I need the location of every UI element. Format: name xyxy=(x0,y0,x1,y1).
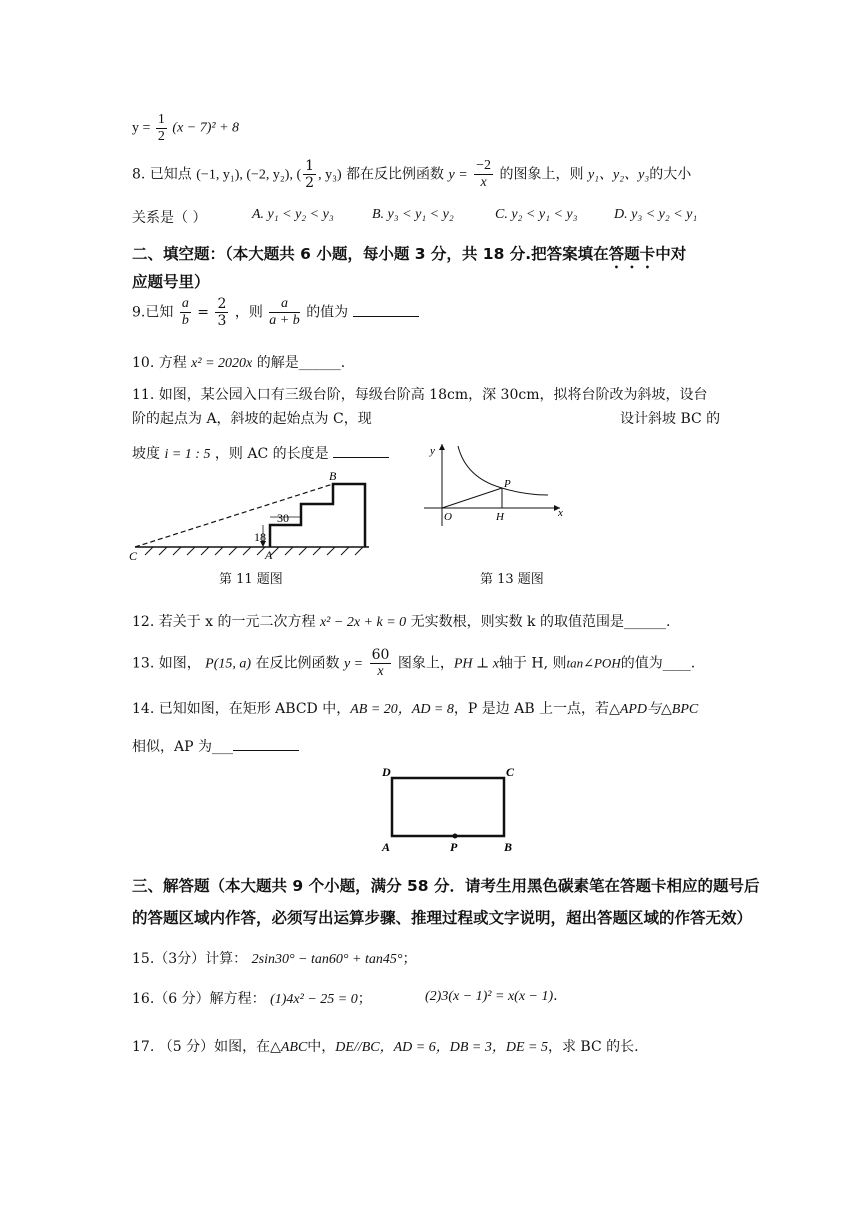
q8-func-fraction xyxy=(474,158,493,191)
figure-14-rectangle xyxy=(376,762,522,856)
question-16 xyxy=(132,988,372,1008)
question-9 xyxy=(132,296,419,329)
question-17 xyxy=(132,1036,639,1056)
label-C: C xyxy=(129,549,138,563)
top-formula xyxy=(132,112,239,145)
q16-equation-1: (1)4x² − 25 = 0 xyxy=(270,992,358,1007)
label-O: O xyxy=(444,511,452,523)
q9-suffix: 的值为 xyxy=(306,304,349,321)
q8-func-den: x xyxy=(480,175,487,190)
question-12 xyxy=(132,611,670,631)
figure-11-stairs xyxy=(125,462,385,564)
label-P: P xyxy=(504,478,511,490)
question-13 xyxy=(132,647,695,680)
q9-mid: ，则 xyxy=(234,304,263,321)
q17-mid: 中， xyxy=(307,1039,336,1055)
q9-prefix: 9.已知 xyxy=(132,304,174,321)
slope-line xyxy=(135,484,333,547)
q13-tan: tan∠POH xyxy=(566,655,621,671)
label-C: C xyxy=(506,765,515,779)
q9-f3-den: a + b xyxy=(269,313,300,328)
question-14-line2 xyxy=(132,736,299,756)
q14-line1a: 14. 已知如图，在矩形 ABCD 中， xyxy=(132,701,351,717)
label-30: 30 xyxy=(277,511,289,525)
q8-vars: y₁、y₂、y₃ xyxy=(587,167,650,183)
question-11-line2a: 阶的起点为 A，斜坡的起始点为 C，现 xyxy=(132,411,372,427)
q11-answer-blank xyxy=(333,445,389,458)
q8-half-num: 1 xyxy=(305,158,315,174)
q17-triangle: △ABC xyxy=(270,1040,308,1055)
question-10 xyxy=(132,352,345,372)
point-P xyxy=(453,834,458,839)
figure-13-caption: 第 13 题图 xyxy=(480,572,544,587)
q13-mid3: 轴于 H, 则 xyxy=(498,655,567,672)
label-B: B xyxy=(504,840,513,854)
label-A: A xyxy=(382,840,391,854)
q12-text-b: 无实数根，则实数 k 的取值范围是______. xyxy=(410,614,671,630)
q10-prefix: 10. 方程 xyxy=(132,355,187,371)
q13-prefix: 13. 如图， xyxy=(132,655,201,672)
formula-fraction xyxy=(156,112,167,145)
y-axis-arrow-icon xyxy=(439,444,445,450)
q15-expression: 2sin30° − tan60° + tan45° xyxy=(251,952,403,967)
q8-func-num: −2 xyxy=(476,158,492,173)
q9-f1-den: b xyxy=(181,313,189,328)
q14-line1b: ，P 是边 AB 上一点，若 xyxy=(453,701,610,717)
label-18: 18 xyxy=(254,530,266,544)
question-11-line2b: 设计斜坡 BC 的 xyxy=(620,411,721,427)
label-D: D xyxy=(382,765,391,779)
section-2-heading-line2: 应题号里） xyxy=(132,273,210,291)
q16-prefix: 16.（6 分）解方程： xyxy=(132,991,266,1007)
label-H: H xyxy=(496,511,504,523)
q9-f1-num: a xyxy=(181,296,189,311)
q13-suffix: 的值为____. xyxy=(620,655,696,672)
q16-separator: ； xyxy=(357,991,372,1007)
q15-prefix: 15.（3分）计算： xyxy=(132,951,248,967)
section-2-heading xyxy=(132,242,686,272)
label-B: B xyxy=(329,469,337,483)
question-14-line1 xyxy=(132,698,698,718)
q14-triangles: △APD与△BPC xyxy=(609,702,699,717)
section2-line1b: 中对 xyxy=(655,245,687,263)
q8-points-end: , y₃) xyxy=(318,167,342,183)
q14-line2: 相似，AP 为___ xyxy=(132,739,233,755)
q13-mid2: 图象上， xyxy=(397,655,454,672)
q8-option-a: A. y₁ < y₂ < y₃ xyxy=(252,207,334,222)
section2-dotted: 答题卡 xyxy=(608,245,656,263)
question-15 xyxy=(132,948,416,968)
q8-half-den: 2 xyxy=(305,175,315,191)
q11-line3b: ，则 AC 的长度是 xyxy=(214,446,329,462)
hyperbola-curve xyxy=(458,446,548,495)
q13-lhs: y = xyxy=(343,656,364,672)
label-x: x xyxy=(558,507,563,519)
q13-perp: PH ⊥ x xyxy=(453,656,499,672)
q15-suffix: ； xyxy=(402,951,417,967)
label-y: y xyxy=(430,445,435,457)
segment-OP xyxy=(442,488,502,508)
figure-13-graph xyxy=(420,440,570,528)
q9-f2-den: 3 xyxy=(217,313,227,329)
q8-option-b: B. y₃ < y₁ < y₂ xyxy=(372,207,454,222)
q10-equation: x² = 2020x xyxy=(191,356,253,371)
q8-func-lhs: y = xyxy=(448,167,468,183)
q13-den: x xyxy=(377,664,384,679)
question-8-line2 xyxy=(132,207,206,227)
fraction-denominator: 2 xyxy=(157,129,165,144)
q8-option-d: D. y₃ < y₂ < y₁ xyxy=(614,207,698,222)
q12-equation: x² − 2x + k = 0 xyxy=(319,615,407,630)
label-P: P xyxy=(450,840,458,854)
q8-middle: 都在反比例函数 xyxy=(346,166,445,183)
question-16-part2 xyxy=(425,988,558,1005)
section-3-heading-line1: 三、解答题（本大题共 9 个小题，满分 58 分．请考生用黑色碳素笔在答题卡相应的题号后 xyxy=(132,877,760,895)
q13-mid: 在反比例函数 xyxy=(255,655,340,672)
q9-eq: = xyxy=(197,304,209,321)
q13-point: P(15, a) xyxy=(205,656,252,672)
ground-hatching xyxy=(145,547,363,555)
question-8-line1 xyxy=(132,158,691,191)
formula-lhs: y = xyxy=(132,120,151,136)
q14-answer-blank xyxy=(233,738,299,751)
q9-f2-num: 2 xyxy=(217,296,227,312)
q9-answer-blank xyxy=(353,304,419,317)
q10-suffix: 的解是______. xyxy=(256,355,346,371)
q8-points: (−1, y₁), (−2, y₂), ( xyxy=(196,167,302,183)
q11-slope-ratio: i = 1 : 5 xyxy=(164,447,211,462)
section-3-heading-line2: 的答题区域内作答，必须写出运算步骤、推理过程或文字说明，超出答题区域的作答无效） xyxy=(132,909,753,927)
q8-option-c: C. y₂ < y₁ < y₃ xyxy=(495,207,578,222)
question-11-line3 xyxy=(132,443,389,463)
q12-text-a: 12. 若关于 x 的一元二次方程 xyxy=(132,614,316,630)
q14-conditions: AB = 20，AD = 8 xyxy=(350,702,454,717)
q9-fraction-3 xyxy=(269,296,299,329)
q11-line3a: 坡度 xyxy=(132,446,160,462)
q8-suffix2: 的大小 xyxy=(649,166,692,183)
q16-end: . xyxy=(553,988,558,1004)
rectangle-ABCD xyxy=(392,778,504,836)
question-11-line1: 11. 如图，某公园入口有三级台阶，每级台阶高 18cm，深 30cm，拟将台阶改为斜坡，设台 xyxy=(132,387,708,403)
q13-fraction xyxy=(370,647,392,680)
figure-11-caption: 第 11 题图 xyxy=(219,572,283,587)
label-A: A xyxy=(265,548,273,562)
q17-suffix: ，求 BC 的长. xyxy=(547,1039,639,1055)
q16-equation-2: (2)3(x − 1)² = x(x − 1) xyxy=(425,989,554,1004)
q13-num: 60 xyxy=(371,647,390,663)
q17-conditions: DE//BC，AD = 6，DB = 3，DE = 5 xyxy=(335,1040,548,1055)
fraction-numerator: 1 xyxy=(157,112,165,127)
q8-half-fraction xyxy=(303,158,316,191)
q9-fraction-1 xyxy=(180,296,191,329)
q17-prefix: 17. （5 分）如图，在 xyxy=(132,1039,271,1055)
formula-rest: (x − 7)² + 8 xyxy=(172,120,240,136)
q8-line2: 关系是（ ） xyxy=(132,210,207,226)
q9-fraction-2 xyxy=(215,296,228,329)
section2-line1a: 二、填空题：（本大题共 6 小题，每小题 3 分，共 18 分.把答案填在 xyxy=(132,245,609,263)
q8-prefix: 8. 已知点 xyxy=(132,166,192,183)
q9-f3-num: a xyxy=(269,296,299,313)
q8-suffix: 的图象上，则 xyxy=(499,166,584,183)
